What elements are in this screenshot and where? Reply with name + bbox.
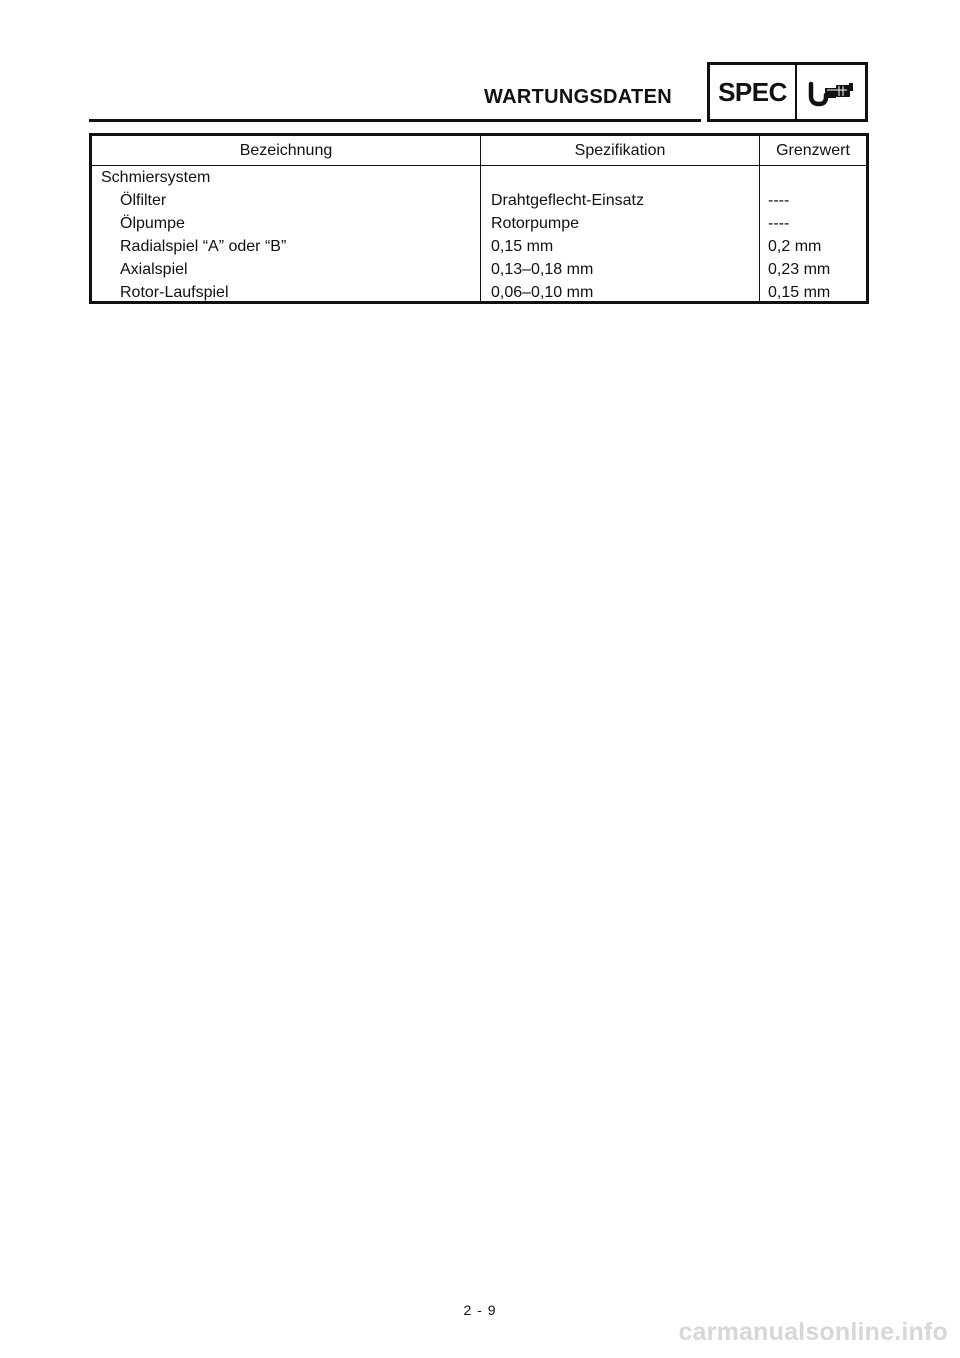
table-cell-spec: Drahtgeflecht-Einsatz bbox=[491, 192, 644, 209]
table-cell-item: Rotor-Laufspiel bbox=[120, 284, 229, 301]
table-cell-limit: 0,15 mm bbox=[768, 284, 831, 301]
column-spezifikation bbox=[481, 166, 760, 301]
spec-badge bbox=[707, 62, 868, 122]
table-cell-spec: 0,06–0,10 mm bbox=[491, 284, 594, 301]
table-cell-item: Radialspiel “A” oder “B” bbox=[120, 238, 287, 255]
micrometer-icon bbox=[797, 65, 865, 119]
section-heading: Schmiersystem bbox=[101, 169, 211, 186]
column-header-bezeichnung: Bezeichnung bbox=[92, 136, 481, 165]
table-cell-limit: ---- bbox=[768, 215, 790, 232]
table-cell-item: Ölfilter bbox=[120, 192, 167, 209]
table-body bbox=[92, 166, 866, 301]
watermark: carmanualsonline.info bbox=[678, 1318, 948, 1346]
column-header-spezifikation: Spezifikation bbox=[481, 136, 760, 165]
spec-badge-label: SPEC bbox=[710, 65, 797, 119]
page-title: WARTUNGSDATEN bbox=[484, 86, 672, 108]
column-header-grenzwert: Grenzwert bbox=[776, 141, 850, 159]
table-cell-empty bbox=[760, 166, 866, 189]
page-number: 2 - 9 bbox=[463, 1302, 497, 1318]
table-cell-item: Ölpumpe bbox=[120, 215, 185, 232]
table-cell-spec: Rotorpumpe bbox=[491, 215, 580, 232]
table-cell-item: Axialspiel bbox=[120, 261, 188, 278]
table-cell-limit: 0,2 mm bbox=[768, 238, 822, 255]
table-cell-spec: 0,13–0,18 mm bbox=[491, 261, 594, 278]
spec-table bbox=[89, 133, 869, 304]
header-rule bbox=[89, 119, 701, 122]
table-cell-limit: ---- bbox=[768, 192, 790, 209]
table-cell-limit: 0,23 mm bbox=[768, 261, 831, 278]
column-bezeichnung bbox=[92, 166, 481, 301]
table-cell-spec: 0,15 mm bbox=[491, 238, 554, 255]
table-cell-empty bbox=[481, 166, 759, 189]
table-header bbox=[92, 136, 866, 166]
column-grenzwert bbox=[760, 166, 866, 301]
